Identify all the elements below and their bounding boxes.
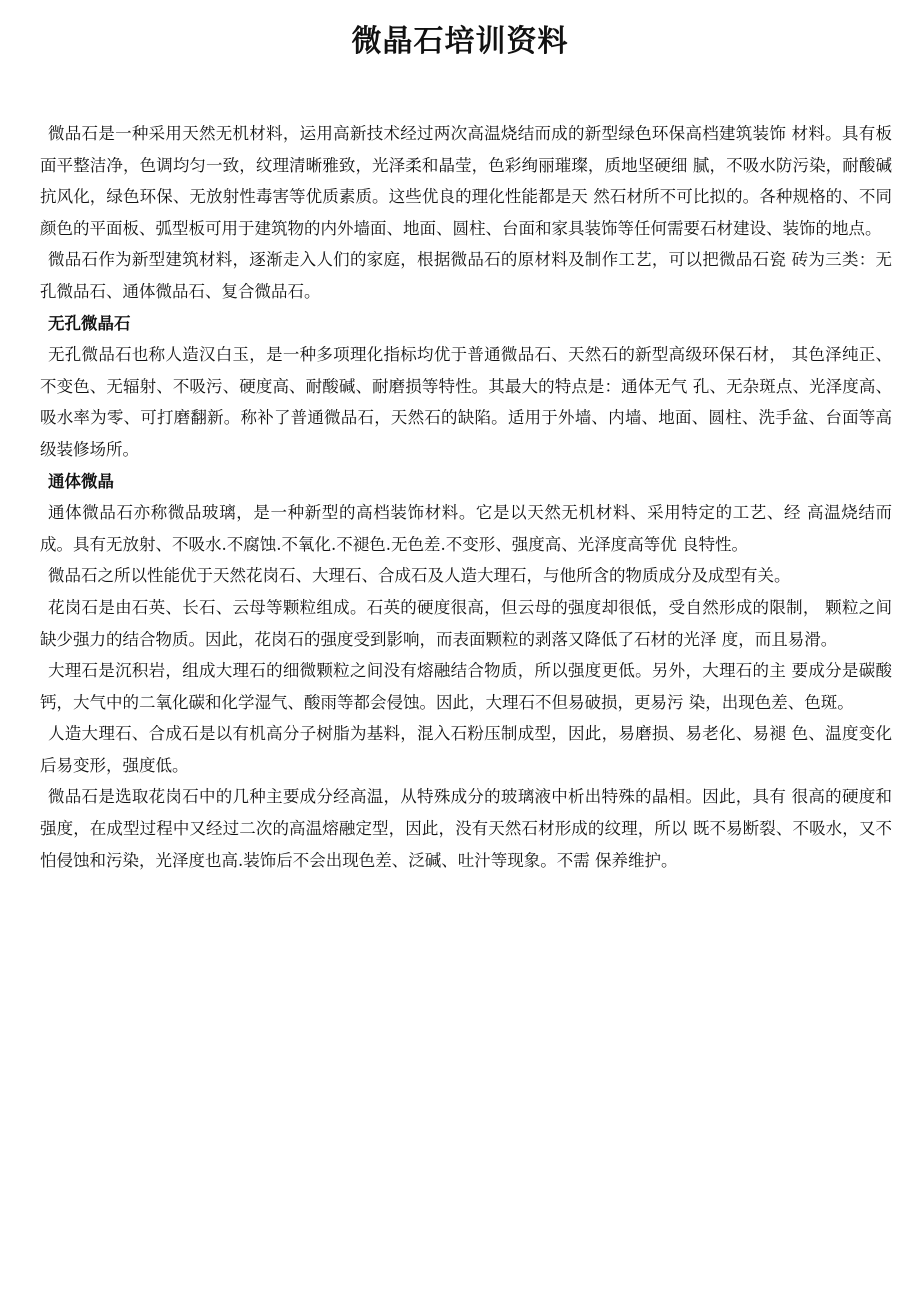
paragraph-through-body: 通体微品石亦称微品玻璃，是一种新型的高档装饰材料。它是以天然无机材料、采用特定的工艺、经 高温烧结而成。具有无放射、不吸水.不腐蚀.不氧化.不褪色.无色差.不变形、强度高、光泽度高等优 良特性。 [40, 503, 892, 554]
section-heading-nonporous: 无孔微晶石 [48, 313, 131, 333]
page-title: 微晶石培训资料 [351, 24, 569, 59]
paragraph-granite: 花岗石是由石英、长石、云母等颗粒组成。石英的硬度很高，但云母的强度却很低，受自然形成的限制， 颗粒之间缺少强力的结合物质。因此，花岗石的强度受到影响，而表面颗粒的剥落又降低了石材的光泽 度，而且易滑。 [40, 597, 892, 649]
paragraph-intro: 微品石是一种采用天然无机材料，运用高新技术经过两次高温烧结而成的新型绿色环保高档建筑装饰 材料。具有板面平整洁净，色调均匀一致，纹理清晰雅致，光泽柔和晶莹，色彩绚丽璀璨，质地坚硬细 腻，不吸水防污染，耐酸碱抗风化，绿色环保、无放射性毒害等优质素质。这些优良的理化性能都是天 然石材所不可比拟的。各种规格的、不同颜色的平面板、弧型板可用于建筑物的内外墙面、地面、圆柱、台面和家具装饰等任何需要石材建设、装饰的地点。 [40, 124, 892, 238]
paragraph-marble: 大理石是沉积岩，组成大理石的细微颗粒之间没有熔融结合物质，所以强度更低。另外，大理石的主 要成分是碳酸钙，大气中的二氧化碳和化学湿气、酸雨等都会侵蚀。因此，大理石不但易破损，更易污 染，出现色差、色斑。 [40, 661, 892, 712]
paragraph-artificial-marble: 人造大理石、合成石是以有机高分子树脂为基料，混入石粉压制成型，因此，易磨损、易老化、易褪 色、温度变化后易变形，强度低。 [40, 724, 892, 775]
paragraph-microcrystal-advantages: 微品石是选取花岗石中的几种主要成分经高温，从特殊成分的玻璃液中析出特殊的晶相。因此，具有 很高的硬度和强度，在成型过程中又经过二次的高温熔融定型，因此，没有天然石材形成的纹理，所以 既不易断裂、不吸水，又不怕侵蚀和污染，光泽度也高.装饰后不会出现色差、泛碱、吐汁等现象。不需 保养维护。 [40, 787, 892, 870]
document-body [40, 118, 892, 876]
paragraph-classification: 微品石作为新型建筑材料，逐渐走入人们的家庭，根据微品石的原材料及制作工艺，可以把微品石瓷 砖为三类：无孔微品石、通体微品石、复合微品石。 [40, 250, 892, 301]
paragraph-performance: 微品石之所以性能优于天然花岗石、大理石、合成石及人造大理石，与他所含的物质成分及成型有关。 [48, 566, 791, 586]
section-heading-through-body: 通体微晶 [48, 471, 114, 491]
paragraph-nonporous: 无孔微品石也称人造汉白玉，是一种多项理化指标均优于普通微品石、天然石的新型高级环保石材， 其色泽纯正、不变色、无辐射、不吸污、硬度高、耐酸碱、耐磨损等特性。其最大的特点是：通体无气 孔、无杂斑点、光泽度高、吸水率为零、可打磨翻新。称补了普通微品石，天然石的缺陷。适用于外墙、内墙、地面、圆柱、洗手盆、台面等高级装修场所。 [40, 345, 892, 459]
